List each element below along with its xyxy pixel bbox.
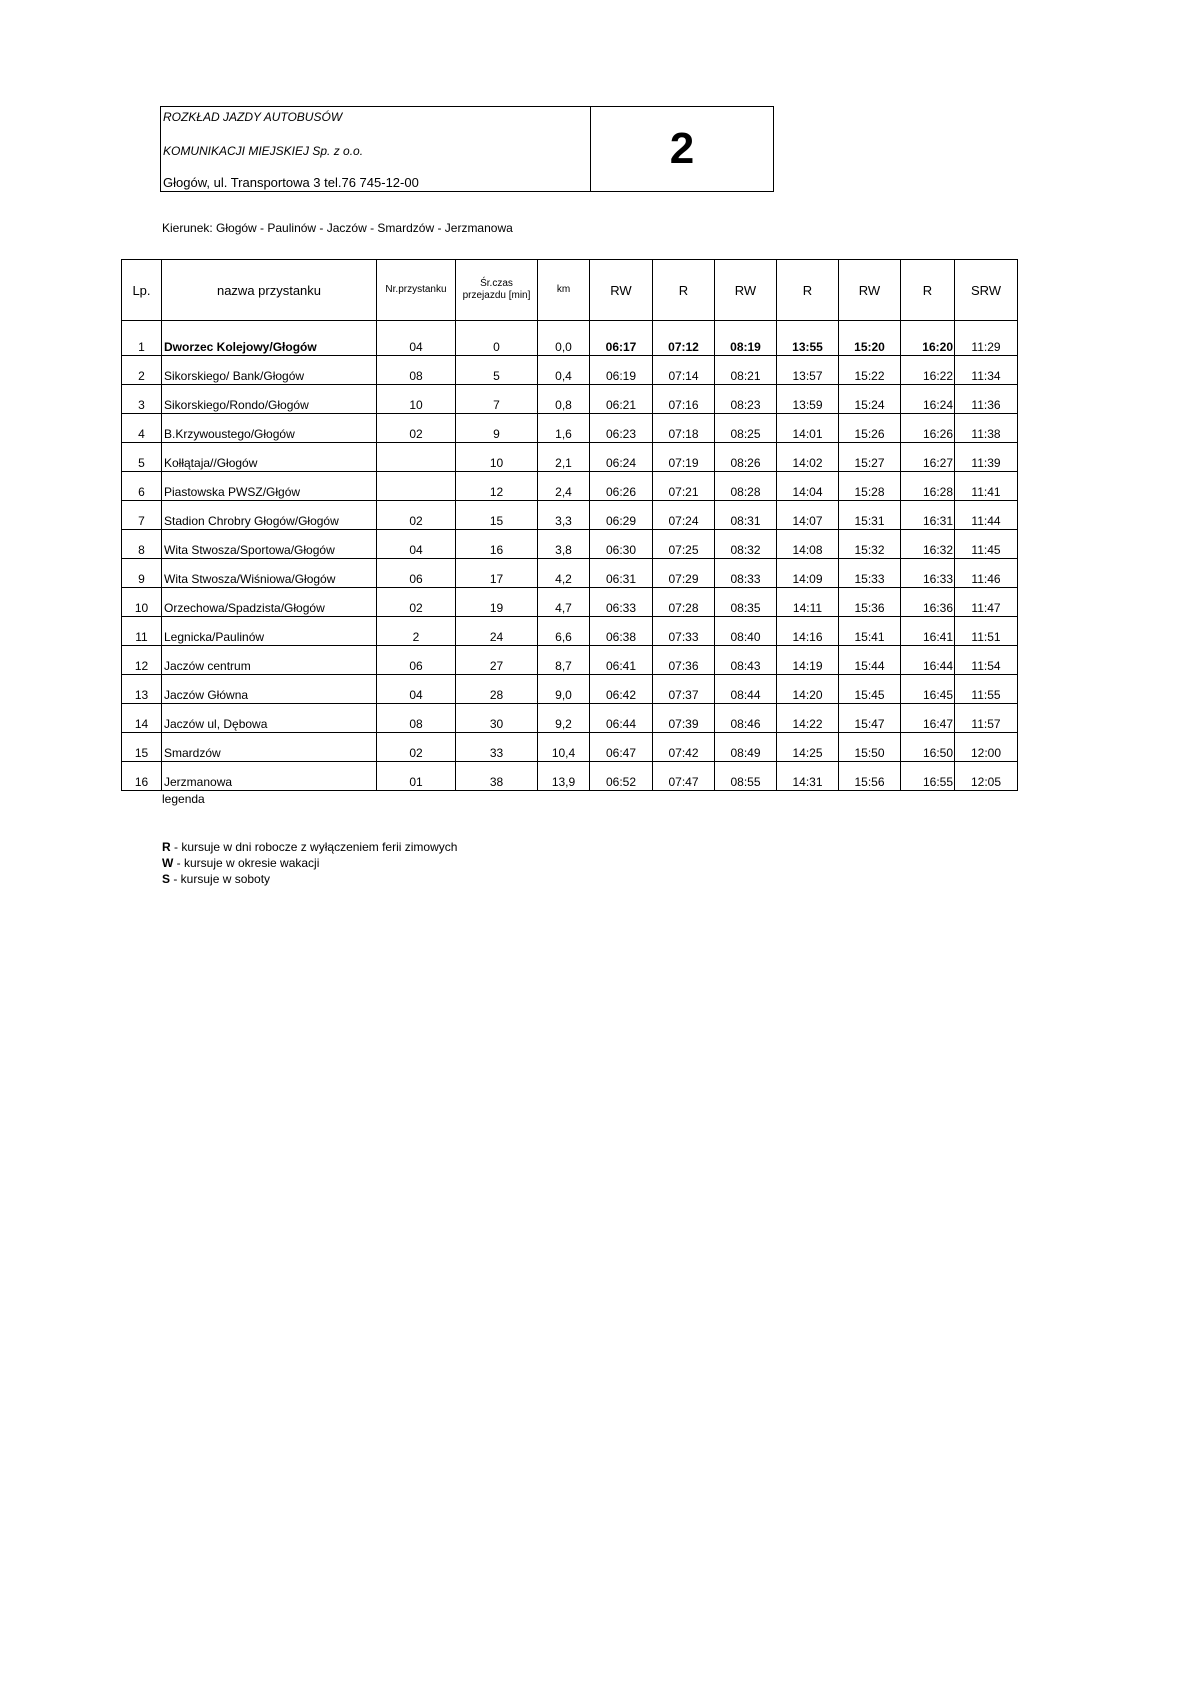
row-lp: 6 bbox=[122, 472, 162, 501]
table-row bbox=[122, 646, 1018, 675]
row-avg-time: 9 bbox=[456, 414, 538, 443]
row-avg-time: 16 bbox=[456, 530, 538, 559]
table-row bbox=[122, 762, 1018, 791]
row-time-1: 06:38 bbox=[590, 617, 653, 646]
table-row bbox=[122, 733, 1018, 762]
row-lp: 12 bbox=[122, 646, 162, 675]
row-km: 3,8 bbox=[538, 530, 590, 559]
row-time-4: 14:11 bbox=[777, 588, 839, 617]
row-stop-number: 06 bbox=[377, 646, 456, 675]
table-row bbox=[122, 385, 1018, 414]
row-time-1: 06:29 bbox=[590, 501, 653, 530]
row-time-7: 12:05 bbox=[955, 762, 1018, 791]
row-time-3: 08:19 bbox=[715, 321, 777, 356]
row-time-7: 11:34 bbox=[955, 356, 1018, 385]
row-time-1: 06:33 bbox=[590, 588, 653, 617]
row-stop-name: Sikorskiego/ Bank/Głogów bbox=[162, 356, 377, 385]
row-time-5: 15:24 bbox=[839, 385, 901, 414]
row-time-5: 15:50 bbox=[839, 733, 901, 762]
row-time-6: 16:50 bbox=[901, 733, 955, 762]
row-time-2: 07:42 bbox=[653, 733, 715, 762]
row-km: 3,3 bbox=[538, 501, 590, 530]
col-header-trip-1: RW bbox=[590, 260, 653, 321]
row-km: 4,7 bbox=[538, 588, 590, 617]
row-time-5: 15:32 bbox=[839, 530, 901, 559]
table-row bbox=[122, 559, 1018, 588]
row-lp: 1 bbox=[122, 321, 162, 356]
row-time-3: 08:32 bbox=[715, 530, 777, 559]
row-time-2: 07:47 bbox=[653, 762, 715, 791]
col-header-trip-6: R bbox=[901, 260, 955, 321]
row-time-2: 07:19 bbox=[653, 443, 715, 472]
row-lp: 13 bbox=[122, 675, 162, 704]
row-time-6: 16:27 bbox=[901, 443, 955, 472]
route-direction: Kierunek: Głogów - Paulinów - Jaczów - Smardzów - Jerzmanowa bbox=[162, 221, 513, 235]
row-time-4: 14:22 bbox=[777, 704, 839, 733]
row-lp: 15 bbox=[122, 733, 162, 762]
row-avg-time: 28 bbox=[456, 675, 538, 704]
row-time-4: 13:57 bbox=[777, 356, 839, 385]
row-time-2: 07:37 bbox=[653, 675, 715, 704]
row-stop-number: 04 bbox=[377, 321, 456, 356]
row-lp: 8 bbox=[122, 530, 162, 559]
row-time-4: 14:02 bbox=[777, 443, 839, 472]
row-lp: 10 bbox=[122, 588, 162, 617]
row-stop-name: Jerzmanowa bbox=[162, 762, 377, 791]
col-header-lp: Lp. bbox=[122, 260, 162, 321]
row-time-6: 16:44 bbox=[901, 646, 955, 675]
row-time-1: 06:19 bbox=[590, 356, 653, 385]
row-time-3: 08:49 bbox=[715, 733, 777, 762]
row-time-7: 11:41 bbox=[955, 472, 1018, 501]
row-km: 9,0 bbox=[538, 675, 590, 704]
row-time-1: 06:47 bbox=[590, 733, 653, 762]
header-box bbox=[160, 106, 774, 192]
row-lp: 11 bbox=[122, 617, 162, 646]
row-stop-number: 02 bbox=[377, 501, 456, 530]
row-time-6: 16:26 bbox=[901, 414, 955, 443]
row-time-4: 14:07 bbox=[777, 501, 839, 530]
row-time-7: 11:39 bbox=[955, 443, 1018, 472]
row-km: 13,9 bbox=[538, 762, 590, 791]
row-time-5: 15:44 bbox=[839, 646, 901, 675]
legend-item bbox=[162, 871, 457, 887]
row-time-7: 11:44 bbox=[955, 501, 1018, 530]
row-stop-number: 01 bbox=[377, 762, 456, 791]
row-time-1: 06:44 bbox=[590, 704, 653, 733]
row-time-5: 15:20 bbox=[839, 321, 901, 356]
col-header-trip-2: R bbox=[653, 260, 715, 321]
row-stop-number: 08 bbox=[377, 356, 456, 385]
row-avg-time: 27 bbox=[456, 646, 538, 675]
row-time-3: 08:43 bbox=[715, 646, 777, 675]
row-time-1: 06:30 bbox=[590, 530, 653, 559]
row-avg-time: 12 bbox=[456, 472, 538, 501]
row-time-7: 11:57 bbox=[955, 704, 1018, 733]
legend-code: R bbox=[162, 840, 171, 854]
row-time-5: 15:56 bbox=[839, 762, 901, 791]
row-km: 0,0 bbox=[538, 321, 590, 356]
row-time-6: 16:47 bbox=[901, 704, 955, 733]
row-time-2: 07:21 bbox=[653, 472, 715, 501]
col-header-trip-3: RW bbox=[715, 260, 777, 321]
row-stop-number: 2 bbox=[377, 617, 456, 646]
row-stop-name: Wita Stwosza/Wiśniowa/Głogów bbox=[162, 559, 377, 588]
row-km: 9,2 bbox=[538, 704, 590, 733]
row-time-1: 06:52 bbox=[590, 762, 653, 791]
col-header-avg-time-text: Śr.czas przejazdu [min] bbox=[462, 278, 531, 301]
row-km: 8,7 bbox=[538, 646, 590, 675]
table-row bbox=[122, 414, 1018, 443]
row-time-3: 08:40 bbox=[715, 617, 777, 646]
row-time-5: 15:47 bbox=[839, 704, 901, 733]
row-time-6: 16:33 bbox=[901, 559, 955, 588]
row-stop-number: 10 bbox=[377, 385, 456, 414]
table-row bbox=[122, 704, 1018, 733]
col-header-stop-name: nazwa przystanku bbox=[162, 260, 377, 321]
row-time-7: 11:45 bbox=[955, 530, 1018, 559]
table-row bbox=[122, 588, 1018, 617]
row-time-6: 16:36 bbox=[901, 588, 955, 617]
table-row bbox=[122, 356, 1018, 385]
row-time-2: 07:14 bbox=[653, 356, 715, 385]
row-time-3: 08:35 bbox=[715, 588, 777, 617]
row-time-1: 06:26 bbox=[590, 472, 653, 501]
row-avg-time: 33 bbox=[456, 733, 538, 762]
row-time-1: 06:24 bbox=[590, 443, 653, 472]
row-stop-name: Jaczów ul, Dębowa bbox=[162, 704, 377, 733]
row-km: 1,6 bbox=[538, 414, 590, 443]
timetable bbox=[121, 259, 1018, 791]
row-stop-number: 08 bbox=[377, 704, 456, 733]
row-time-3: 08:44 bbox=[715, 675, 777, 704]
row-time-2: 07:16 bbox=[653, 385, 715, 414]
row-stop-name: Wita Stwosza/Sportowa/Głogów bbox=[162, 530, 377, 559]
table-header-row bbox=[122, 260, 1018, 321]
row-lp: 3 bbox=[122, 385, 162, 414]
row-time-7: 11:54 bbox=[955, 646, 1018, 675]
row-time-2: 07:28 bbox=[653, 588, 715, 617]
row-time-2: 07:24 bbox=[653, 501, 715, 530]
row-time-1: 06:17 bbox=[590, 321, 653, 356]
row-time-7: 11:47 bbox=[955, 588, 1018, 617]
legend-title: legenda bbox=[162, 792, 205, 806]
col-header-stop-number: Nr.przystanku bbox=[377, 260, 456, 321]
row-time-2: 07:29 bbox=[653, 559, 715, 588]
row-km: 2,1 bbox=[538, 443, 590, 472]
row-stop-number: 02 bbox=[377, 588, 456, 617]
row-time-6: 16:32 bbox=[901, 530, 955, 559]
row-stop-name: Legnicka/Paulinów bbox=[162, 617, 377, 646]
row-time-2: 07:25 bbox=[653, 530, 715, 559]
row-time-6: 16:24 bbox=[901, 385, 955, 414]
row-stop-name: Orzechowa/Spadzista/Głogów bbox=[162, 588, 377, 617]
legend-list bbox=[162, 839, 457, 887]
row-time-4: 14:04 bbox=[777, 472, 839, 501]
header-company-name: KOMUNIKACJI MIEJSKIEJ Sp. z o.o. bbox=[163, 144, 364, 158]
row-avg-time: 17 bbox=[456, 559, 538, 588]
row-time-3: 08:31 bbox=[715, 501, 777, 530]
row-lp: 14 bbox=[122, 704, 162, 733]
row-time-6: 16:22 bbox=[901, 356, 955, 385]
row-time-1: 06:31 bbox=[590, 559, 653, 588]
row-time-5: 15:31 bbox=[839, 501, 901, 530]
line-number: 2 bbox=[669, 124, 695, 173]
row-avg-time: 10 bbox=[456, 443, 538, 472]
row-time-3: 08:26 bbox=[715, 443, 777, 472]
row-km: 10,4 bbox=[538, 733, 590, 762]
row-stop-number: 02 bbox=[377, 733, 456, 762]
row-time-6: 16:28 bbox=[901, 472, 955, 501]
row-stop-name: Jaczów centrum bbox=[162, 646, 377, 675]
row-time-3: 08:21 bbox=[715, 356, 777, 385]
row-time-3: 08:33 bbox=[715, 559, 777, 588]
col-header-trip-5: RW bbox=[839, 260, 901, 321]
row-stop-name: Dworzec Kolejowy/Głogów bbox=[162, 321, 377, 356]
row-stop-number: 04 bbox=[377, 675, 456, 704]
row-time-1: 06:21 bbox=[590, 385, 653, 414]
row-time-7: 11:36 bbox=[955, 385, 1018, 414]
col-header-km: km bbox=[538, 260, 590, 321]
row-time-2: 07:36 bbox=[653, 646, 715, 675]
row-time-7: 12:00 bbox=[955, 733, 1018, 762]
row-avg-time: 0 bbox=[456, 321, 538, 356]
row-time-5: 15:27 bbox=[839, 443, 901, 472]
row-stop-number bbox=[377, 443, 456, 472]
row-time-3: 08:55 bbox=[715, 762, 777, 791]
row-time-5: 15:22 bbox=[839, 356, 901, 385]
row-time-4: 13:55 bbox=[777, 321, 839, 356]
header-address: Głogów, ul. Transportowa 3 tel.76 745-12-00 bbox=[163, 175, 419, 190]
row-avg-time: 19 bbox=[456, 588, 538, 617]
row-time-6: 16:41 bbox=[901, 617, 955, 646]
row-time-1: 06:42 bbox=[590, 675, 653, 704]
row-time-6: 16:20 bbox=[901, 321, 955, 356]
legend-text: - kursuje w soboty bbox=[170, 872, 271, 886]
row-stop-name: Jaczów Główna bbox=[162, 675, 377, 704]
row-avg-time: 30 bbox=[456, 704, 538, 733]
row-stop-name: Sikorskiego/Rondo/Głogów bbox=[162, 385, 377, 414]
row-time-4: 13:59 bbox=[777, 385, 839, 414]
row-time-4: 14:16 bbox=[777, 617, 839, 646]
row-time-4: 14:09 bbox=[777, 559, 839, 588]
row-time-6: 16:31 bbox=[901, 501, 955, 530]
table-row bbox=[122, 617, 1018, 646]
col-header-trip-7: SRW bbox=[955, 260, 1018, 321]
table-row bbox=[122, 530, 1018, 559]
row-time-4: 14:19 bbox=[777, 646, 839, 675]
row-lp: 7 bbox=[122, 501, 162, 530]
row-lp: 16 bbox=[122, 762, 162, 791]
header-title: ROZKŁAD JAZDY AUTOBUSÓW bbox=[163, 110, 343, 124]
row-lp: 9 bbox=[122, 559, 162, 588]
row-time-6: 16:45 bbox=[901, 675, 955, 704]
row-time-2: 07:39 bbox=[653, 704, 715, 733]
row-km: 4,2 bbox=[538, 559, 590, 588]
row-avg-time: 24 bbox=[456, 617, 538, 646]
row-time-7: 11:46 bbox=[955, 559, 1018, 588]
row-avg-time: 7 bbox=[456, 385, 538, 414]
legend-code: W bbox=[162, 856, 174, 870]
row-time-4: 14:31 bbox=[777, 762, 839, 791]
table-row bbox=[122, 675, 1018, 704]
row-time-7: 11:29 bbox=[955, 321, 1018, 356]
col-header-trip-4: R bbox=[777, 260, 839, 321]
table-row bbox=[122, 321, 1018, 356]
row-stop-number bbox=[377, 472, 456, 501]
row-time-3: 08:46 bbox=[715, 704, 777, 733]
col-header-avg-time bbox=[456, 260, 538, 321]
row-stop-number: 04 bbox=[377, 530, 456, 559]
legend-item bbox=[162, 855, 457, 871]
row-time-7: 11:55 bbox=[955, 675, 1018, 704]
row-stop-name: Stadion Chrobry Głogów/Głogów bbox=[162, 501, 377, 530]
table-row bbox=[122, 501, 1018, 530]
row-time-2: 07:33 bbox=[653, 617, 715, 646]
row-avg-time: 15 bbox=[456, 501, 538, 530]
row-time-1: 06:41 bbox=[590, 646, 653, 675]
table-row bbox=[122, 472, 1018, 501]
row-stop-name: Piastowska PWSZ/Głgów bbox=[162, 472, 377, 501]
row-avg-time: 5 bbox=[456, 356, 538, 385]
header-company-info bbox=[161, 107, 591, 191]
row-stop-number: 06 bbox=[377, 559, 456, 588]
row-time-5: 15:41 bbox=[839, 617, 901, 646]
row-km: 0,8 bbox=[538, 385, 590, 414]
row-time-5: 15:26 bbox=[839, 414, 901, 443]
row-stop-number: 02 bbox=[377, 414, 456, 443]
row-time-4: 14:08 bbox=[777, 530, 839, 559]
row-km: 6,6 bbox=[538, 617, 590, 646]
row-lp: 5 bbox=[122, 443, 162, 472]
row-time-4: 14:25 bbox=[777, 733, 839, 762]
row-lp: 4 bbox=[122, 414, 162, 443]
row-time-4: 14:20 bbox=[777, 675, 839, 704]
legend-text: - kursuje w okresie wakacji bbox=[173, 856, 320, 870]
legend-item bbox=[162, 839, 457, 855]
legend-text: - kursuje w dni robocze z wyłączeniem ferii zimowych bbox=[170, 840, 458, 854]
table-row bbox=[122, 443, 1018, 472]
row-time-1: 06:23 bbox=[590, 414, 653, 443]
row-km: 0,4 bbox=[538, 356, 590, 385]
row-km: 2,4 bbox=[538, 472, 590, 501]
row-time-5: 15:36 bbox=[839, 588, 901, 617]
row-lp: 2 bbox=[122, 356, 162, 385]
row-time-4: 14:01 bbox=[777, 414, 839, 443]
row-time-2: 07:12 bbox=[653, 321, 715, 356]
row-time-7: 11:51 bbox=[955, 617, 1018, 646]
row-time-5: 15:28 bbox=[839, 472, 901, 501]
row-stop-name: Smardzów bbox=[162, 733, 377, 762]
row-time-2: 07:18 bbox=[653, 414, 715, 443]
row-time-3: 08:25 bbox=[715, 414, 777, 443]
row-time-6: 16:55 bbox=[901, 762, 955, 791]
timetable-body bbox=[122, 321, 1018, 791]
legend-code: S bbox=[162, 872, 171, 886]
row-stop-name: Kołłątaja//Głogów bbox=[162, 443, 377, 472]
row-time-5: 15:45 bbox=[839, 675, 901, 704]
row-avg-time: 38 bbox=[456, 762, 538, 791]
row-stop-name: B.Krzywoustego/Głogów bbox=[162, 414, 377, 443]
row-time-7: 11:38 bbox=[955, 414, 1018, 443]
row-time-5: 15:33 bbox=[839, 559, 901, 588]
row-time-3: 08:28 bbox=[715, 472, 777, 501]
row-time-3: 08:23 bbox=[715, 385, 777, 414]
